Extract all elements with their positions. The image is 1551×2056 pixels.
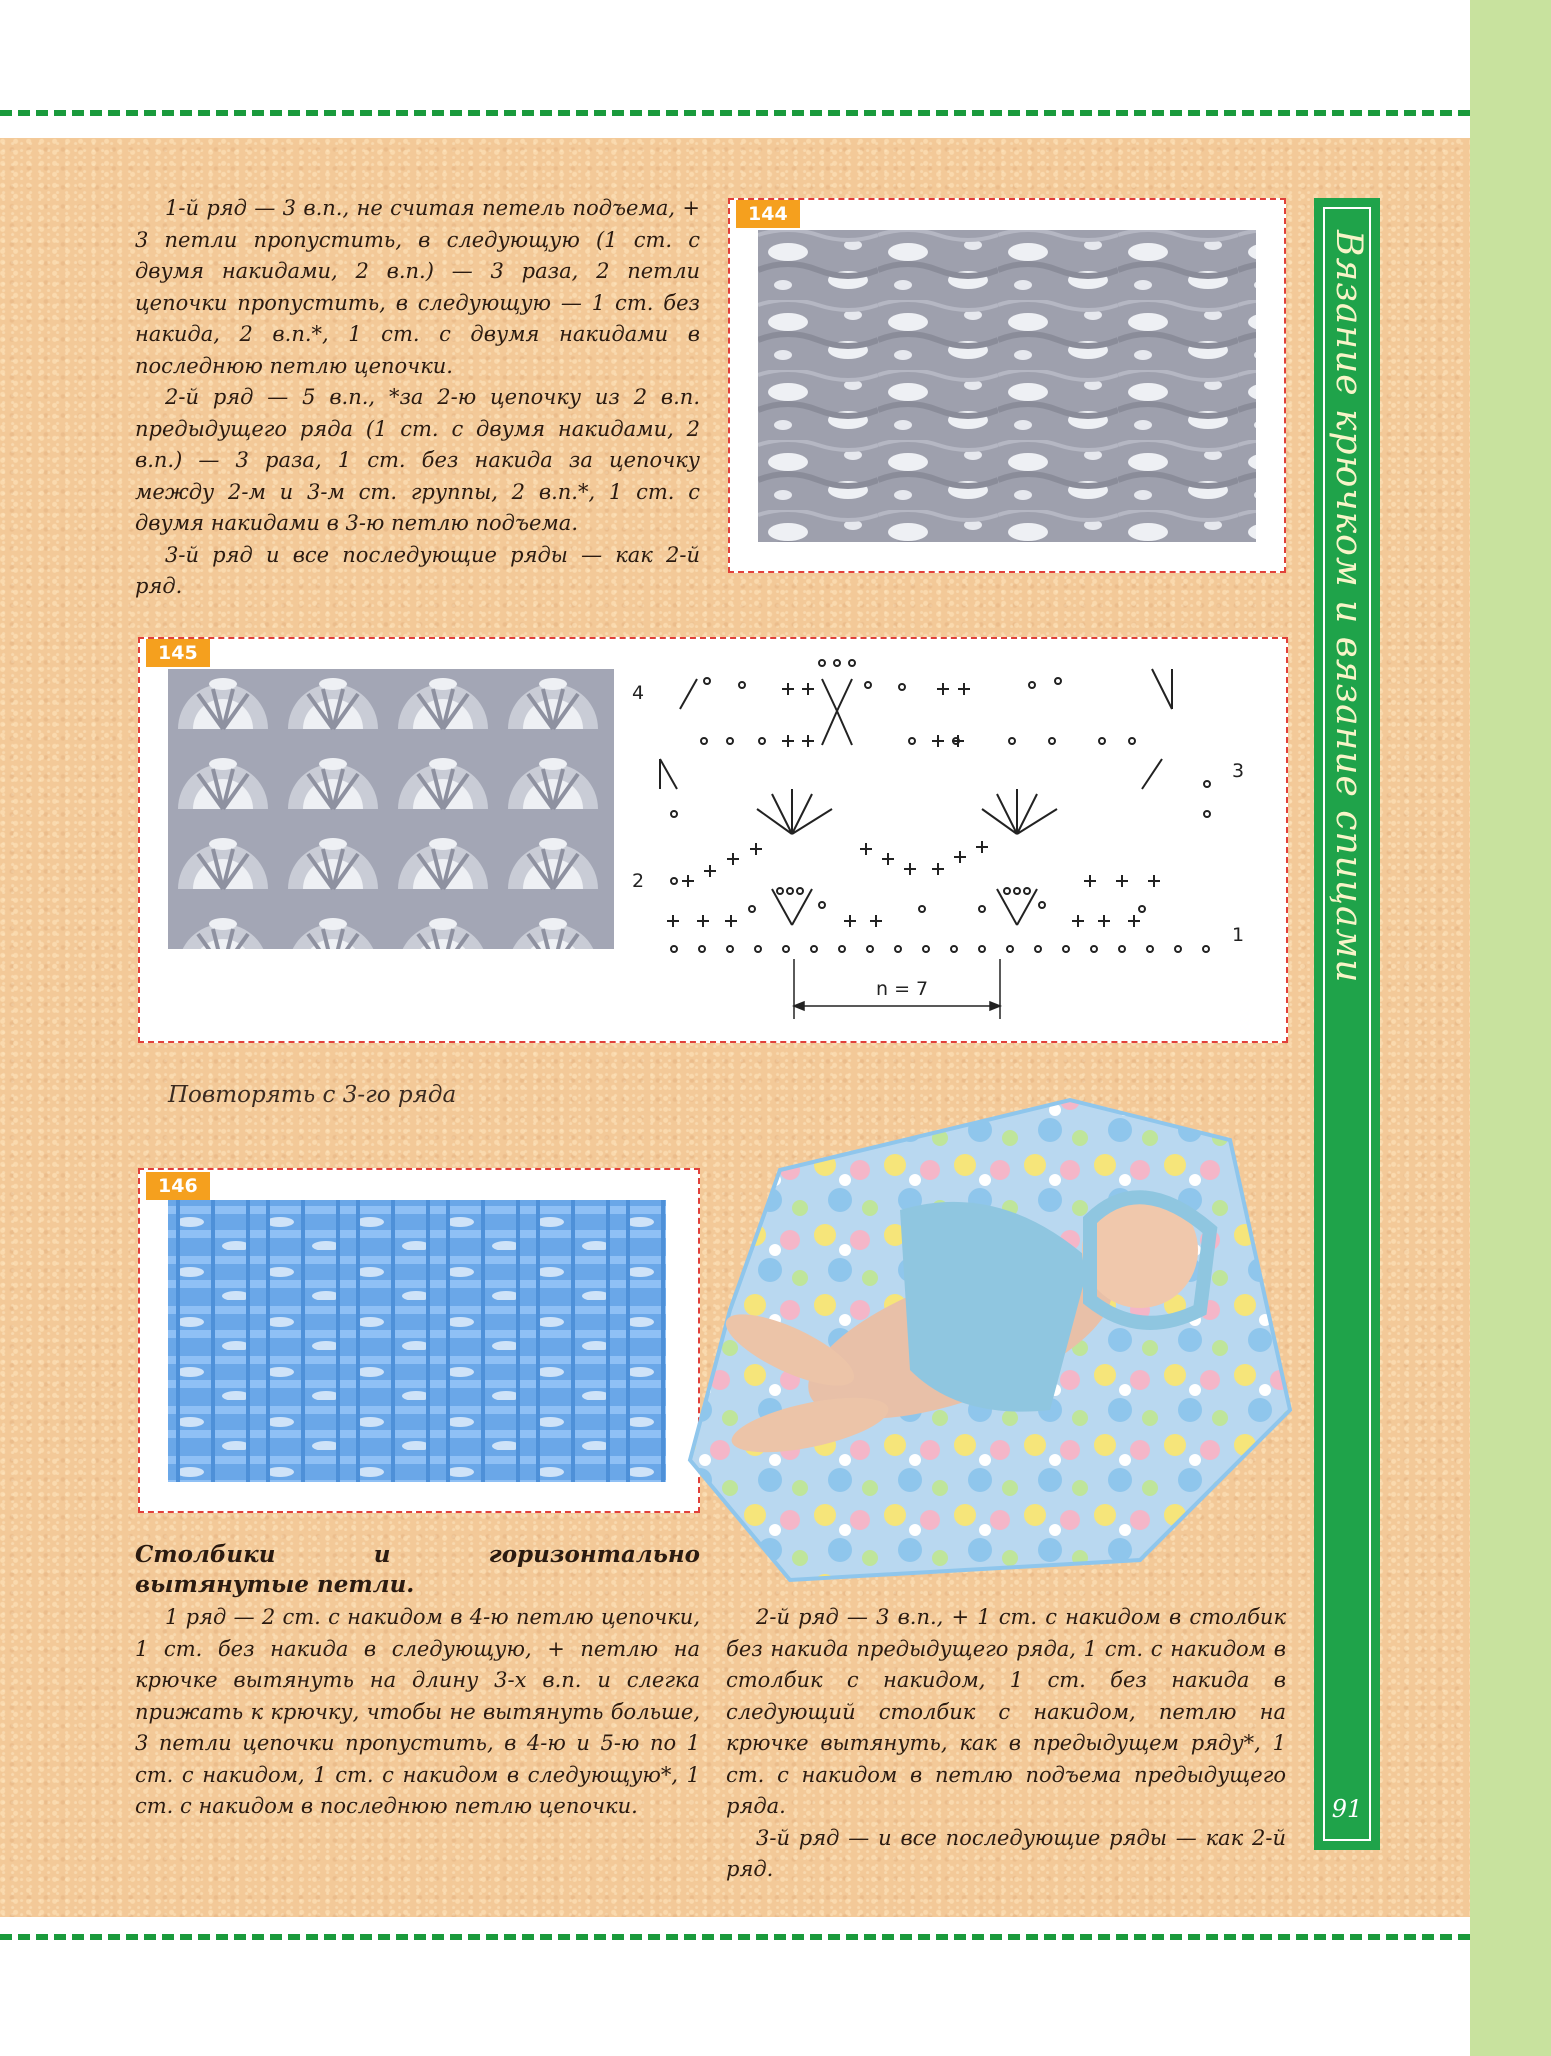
pattern-144-row1: 1-й ряд — 3 в.п., не считая петель подъема, + 3 петли пропустить, в следующую (1 ст. с двумя накидами, 2 в.п.) — 3 раза, 2 петли цепочки пропустить, в следующую — 1 ст. без накида, 2 в.п.*, 1 ст. с двумя накидами в последнюю петлю цепочки. bbox=[135, 196, 700, 378]
bottom-divider bbox=[0, 1934, 1470, 1940]
diagram-row-label-1: 1 bbox=[1232, 924, 1245, 946]
double-treble-symbols bbox=[660, 669, 1172, 925]
pattern-144-row2: 2-й ряд — 5 в.п., *за 2-ю цепочку из 2 в.п. предыдущего ряда (1 ст. с двумя накидами, 2 в.п.) — 3 раза, 1 ст. без накида за цепочку между 2-м и 3-м ст. группы, 2 в.п.*, 1 ст. с двумя накидами в 3-ю петлю подъема. bbox=[135, 385, 700, 535]
diagram-row-label-2: 2 bbox=[632, 870, 645, 892]
pattern-146-col2 bbox=[726, 1602, 1286, 1886]
pattern-146-badge: 146 bbox=[146, 1172, 210, 1200]
side-strip bbox=[1470, 0, 1551, 2056]
pattern-146-row2: 2-й ряд — 3 в.п., + 1 ст. с накидом в столбик без накида предыдущего ряда, 1 ст. с накидом в столбик с накидом, 1 ст. без накида в следующий столбик с накидом, петлю на крючке вытянуть, как в предыдущем ряду*, 1 ст. с накидом в петлю подъема предыдущего ряда. bbox=[726, 1605, 1286, 1818]
pattern-145-diagram bbox=[632, 659, 1252, 1029]
chain-stitch-symbols bbox=[671, 660, 1210, 952]
pattern-146-col1 bbox=[135, 1602, 700, 1823]
baby-blanket-photo bbox=[670, 1080, 1310, 1590]
pattern-145-swatch bbox=[168, 669, 614, 949]
pattern-145-caption: Повторять с 3-го ряда bbox=[168, 1082, 457, 1108]
pattern-146-row1: 1 ряд — 2 ст. с накидом в 4-ю петлю цепочки, 1 ст. без накида в следующую, + петлю на крючке вытянуть на длину 3-х в.п. и слегка прижать к крючку, чтобы не вытянуть больше, 3 петли цепочки пропустить, в 4-ю и 5-ю по 1 ст. с накидом, 1 ст. с накидом в следующую*, 1 ст. с накидом в последнюю петлю цепочки. bbox=[135, 1605, 700, 1818]
diagram-row-label-3: 3 bbox=[1232, 760, 1245, 782]
pattern-146-heading: Столбики и горизонтально вытянутые петли. bbox=[135, 1541, 700, 1598]
pattern-144-swatch bbox=[758, 230, 1256, 542]
chapter-title: Вязание крючком и вязание спицами bbox=[1328, 230, 1369, 984]
top-divider bbox=[0, 110, 1470, 116]
single-crochet-symbols bbox=[667, 683, 1160, 927]
pattern-145-badge: 145 bbox=[146, 639, 210, 667]
pattern-144-row3: 3-й ряд и все последующие ряды — как 2-й ряд. bbox=[135, 542, 700, 598]
pattern-145-frame bbox=[138, 637, 1288, 1043]
page-number: 91 bbox=[1331, 1795, 1363, 1823]
diagram-row-label-4: 4 bbox=[632, 682, 645, 704]
pattern-146-row3: 3-й ряд — и все последующие ряды — как 2-й ряд. bbox=[726, 1825, 1286, 1881]
pattern-144-frame bbox=[728, 198, 1286, 573]
pattern-144-badge: 144 bbox=[736, 200, 800, 228]
repeat-label: n = 7 bbox=[876, 978, 929, 1000]
pattern-146-swatch bbox=[168, 1200, 666, 1482]
pattern-146-frame bbox=[138, 1168, 700, 1513]
pattern-144-text bbox=[135, 193, 700, 603]
